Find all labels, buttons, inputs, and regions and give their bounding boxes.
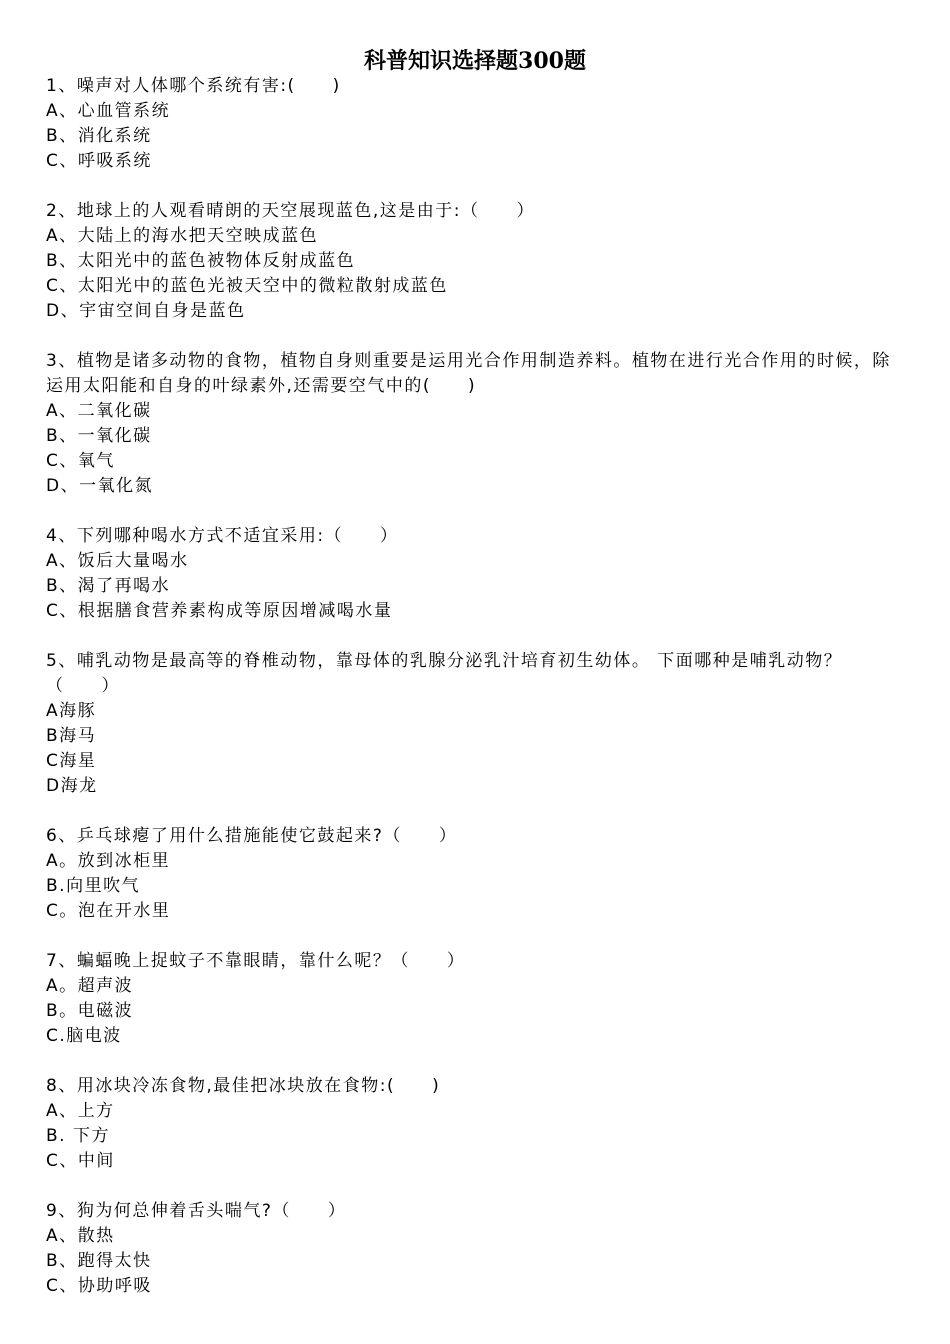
- option-a: A、心血管系统: [46, 101, 171, 121]
- option-b: B、太阳光中的蓝色被物体反射成蓝色: [46, 251, 356, 271]
- option-a: A、散热: [46, 1226, 115, 1246]
- question-stem: 5、哺乳动物是最高等的脊椎动物，靠母体的乳腺分泌乳汁培育初生幼体。 下面哪种是哺乳动物？ （ ）: [46, 651, 861, 696]
- question-7: [46, 949, 908, 1049]
- option-a: A、大陆上的海水把天空映成蓝色: [46, 226, 319, 246]
- option-a: A。超声波: [46, 976, 134, 996]
- question-stem: 4、下列哪种喝水方式不适宜采用:（ ）: [46, 526, 399, 546]
- option-b: B、跑得太快: [46, 1251, 152, 1271]
- option-b: B、消化系统: [46, 126, 152, 146]
- question-3: [46, 349, 908, 499]
- option-d: D海龙: [46, 776, 98, 796]
- option-d: D、宇宙空间自身是蓝色: [46, 301, 246, 321]
- option-b: B。电磁波: [46, 1001, 134, 1021]
- option-b: B海马: [46, 726, 97, 746]
- option-c: C海星: [46, 751, 97, 771]
- question-4: [46, 524, 908, 624]
- option-c: C.脑电波: [46, 1026, 122, 1046]
- question-list: [46, 74, 908, 1324]
- option-a: A、二氧化碳: [46, 401, 152, 421]
- question-stem: 9、狗为何总伸着舌头喘气?（ ）: [46, 1201, 347, 1221]
- question-stem: 7、蝙蝠晚上捉蚊子不靠眼睛，靠什么呢？（ ）: [46, 951, 466, 971]
- question-stem: 8、用冰块冷冻食物,最佳把冰块放在食物:( ): [46, 1076, 441, 1096]
- option-a: A。放到冰柜里: [46, 851, 171, 871]
- question-stem: 3、植物是诸多动物的食物，植物自身则重要是运用光合作用制造养料。植物在进行光合作用的时候，除运用太阳能和自身的叶绿素外,还需要空气中的( ): [46, 351, 891, 396]
- question-9: [46, 1199, 908, 1299]
- option-a: A、上方: [46, 1101, 115, 1121]
- option-c: C。泡在开水里: [46, 901, 171, 921]
- option-c: C、氧气: [46, 451, 115, 471]
- question-8: [46, 1074, 908, 1174]
- document-title: 科普知识选择题300题: [364, 48, 586, 74]
- question-1: [46, 74, 908, 174]
- question-stem: 6、乒乓球瘪了用什么措施能使它鼓起来?（ ）: [46, 826, 458, 846]
- option-d: D、一氧化氮: [46, 476, 154, 496]
- option-a: A海豚: [46, 701, 97, 721]
- question-stem: 2、地球上的人观看晴朗的天空展现蓝色,这是由于:（ ）: [46, 201, 535, 221]
- question-2: [46, 199, 908, 324]
- question-stem: 1、噪声对人体哪个系统有害:( ): [46, 76, 341, 96]
- option-b: B、渴了再喝水: [46, 576, 171, 596]
- question-6: [46, 824, 908, 924]
- option-c: C、呼吸系统: [46, 151, 152, 171]
- option-a: A、饭后大量喝水: [46, 551, 189, 571]
- option-c: C、中间: [46, 1151, 115, 1171]
- option-b: B.向里吹气: [46, 876, 141, 896]
- question-5: [46, 649, 908, 799]
- option-c: C、根据膳食营养素构成等原因增减喝水量: [46, 601, 393, 621]
- option-c: C、协助呼吸: [46, 1276, 152, 1296]
- option-c: C、太阳光中的蓝色光被天空中的微粒散射成蓝色: [46, 276, 448, 296]
- option-b: B. 下方: [46, 1126, 110, 1146]
- option-b: B、一氧化碳: [46, 426, 152, 446]
